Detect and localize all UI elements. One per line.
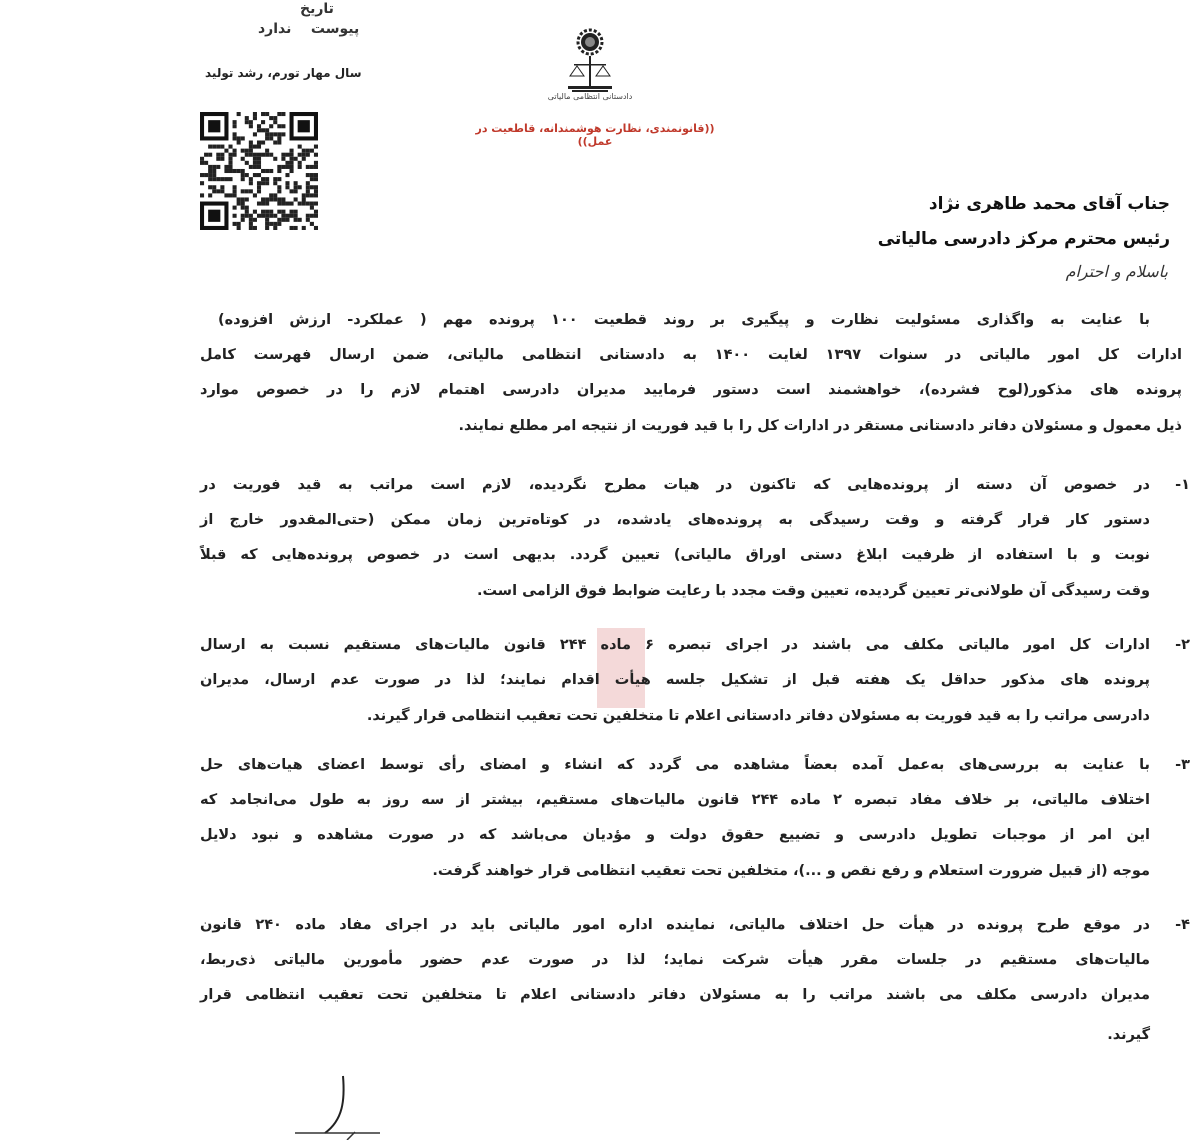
attachment-value: ندارد <box>258 21 292 37</box>
qr-code <box>200 112 318 230</box>
greeting: باسلام و احترام <box>1065 262 1168 281</box>
item-line: در موقع طرح پرونده در هیأت حل اختلاف مالیاتی، نماینده اداره امور مالیاتی باید در اجرای مفاد ماده ۲۴۰ قانون <box>200 917 1150 933</box>
intro-line: ذیل معمول و مسئولان دفاتر دادستانی مستقر در ادارات کل را با قید فوریت از نتیجه امر مطلع نمایند. <box>458 418 1182 434</box>
intro-line: پرونده های مذکور(لوح فشرده)، خواهشمند است دستور فرمایید مدیران دادرسی اهتمام لازم را در خصوص موارد <box>200 382 1182 398</box>
intro-line: با عنایت به واگذاری مسئولیت نظارت و پیگیری بر روند قطعیت ۱۰۰ پرونده مهم ( عملکرد- ارزش افزوده) <box>218 312 1150 328</box>
item-line: پرونده های مذکور حداقل یک هفته قبل از تشکیل جلسه هیأت اقدام نمایند؛ لذا در صورت عدم ارسال، مدیران <box>200 672 1150 688</box>
recipient-title: رئیس محترم مرکز دادرسی مالیاتی <box>877 229 1170 249</box>
item-line: با عنایت به بررسی‌های به‌عمل آمده بعضاً مشاهده می گردد که انشاء و امضای رأی توسط اعضای هیات‌های حل <box>200 757 1150 773</box>
motto: ((قانونمندی، نظارت هوشمندانه، قاطعیت در عمل)) <box>475 122 715 148</box>
recipient-name: جناب آقای محمد طاهری نژاد <box>928 194 1170 214</box>
item-line: اختلاف مالیاتی، بر خلاف مفاد تبصره ۲ ماده ۲۴۴ قانون مالیات‌های مستقیم، بیشتر از سه روز به طول می‌انجامد که <box>200 792 1150 808</box>
item-number: ۴- <box>1175 917 1190 933</box>
emblem-logo <box>560 28 620 96</box>
item-line: مالیات‌های مستقیم در جلسات مقرر هیأت شرکت نماید؛ لذا در صورت عدم حضور مأمورین مالیاتی ذی‌ربط، <box>200 952 1150 968</box>
item-line: نوبت و با استفاده از ظرفیت ابلاغ دستی اوراق مالیاتی) تعیین گردد. بدیهی است در خصوص پرونده‌هایی که قبلاً <box>200 547 1150 563</box>
item-number: ۳- <box>1175 757 1190 773</box>
item-line: ادارات کل امور مالیاتی مکلف می باشند در اجرای تبصره ۶ ماده ۲۴۴ قانون مالیات‌های مستقیم نسبت به ارسال <box>200 637 1150 653</box>
item-line: دادرسی مراتب را به قید فوریت به مسئولان دفاتر دادستانی اعلام تا متخلفین تحت تعقیب انتظامی قرار گیرند. <box>366 708 1150 724</box>
item-line: این امر از موجبات تطویل دادرسی و تضییع حقوق دولت و مؤدیان می‌باشد که در صورت مشاهده و نبود دلایل <box>200 827 1150 843</box>
item-number: ۲- <box>1175 637 1190 653</box>
signature <box>285 1070 405 1140</box>
intro-line: ادارات کل امور مالیاتی در سنوات ۱۳۹۷ لغایت ۱۴۰۰ به دادستانی انتظامی مالیاتی، ضمن ارسال فهرست کامل <box>200 347 1183 363</box>
item-line: وقت رسیدگی آن طولانی‌تر تعیین گردیده، تعیین وقت مجدد با رعایت ضوابط فوق الزامی است. <box>476 583 1150 599</box>
attachment-label: پیوست <box>310 21 360 37</box>
item-line: گیرند. <box>1107 1027 1150 1043</box>
item-number: ۱- <box>1175 477 1190 493</box>
item-line: دستور کار قرار گرفته و وقت رسیدگی به پرونده‌های یادشده، در کوتاه‌ترین زمان ممکن (حتی‌المقدور خارج از <box>200 512 1150 528</box>
item-line: مدیران دادرسی مکلف می باشند مراتب را به مسئولان دفاتر دادستانی اعلام تا متخلفین تحت تعقیب انتظامی قرار <box>200 987 1150 1003</box>
date-label: تاریخ <box>300 1 334 17</box>
year-slogan: سال مهار تورم، رشد تولید <box>205 66 362 80</box>
logo-caption: دادستانی انتظامی مالیاتی <box>547 92 633 101</box>
item-line: در خصوص آن دسته از پرونده‌هایی که تاکنون در هیات مطرح نگردیده، لازم است مراتب به قید فوریت در <box>200 477 1150 493</box>
item-line: موجه (از قبیل ضرورت استعلام و رفع نقص و ...)، متخلفین تحت تعقیب انتظامی قرار خواهند گرفت. <box>432 863 1150 879</box>
attachment-row <box>258 21 359 37</box>
